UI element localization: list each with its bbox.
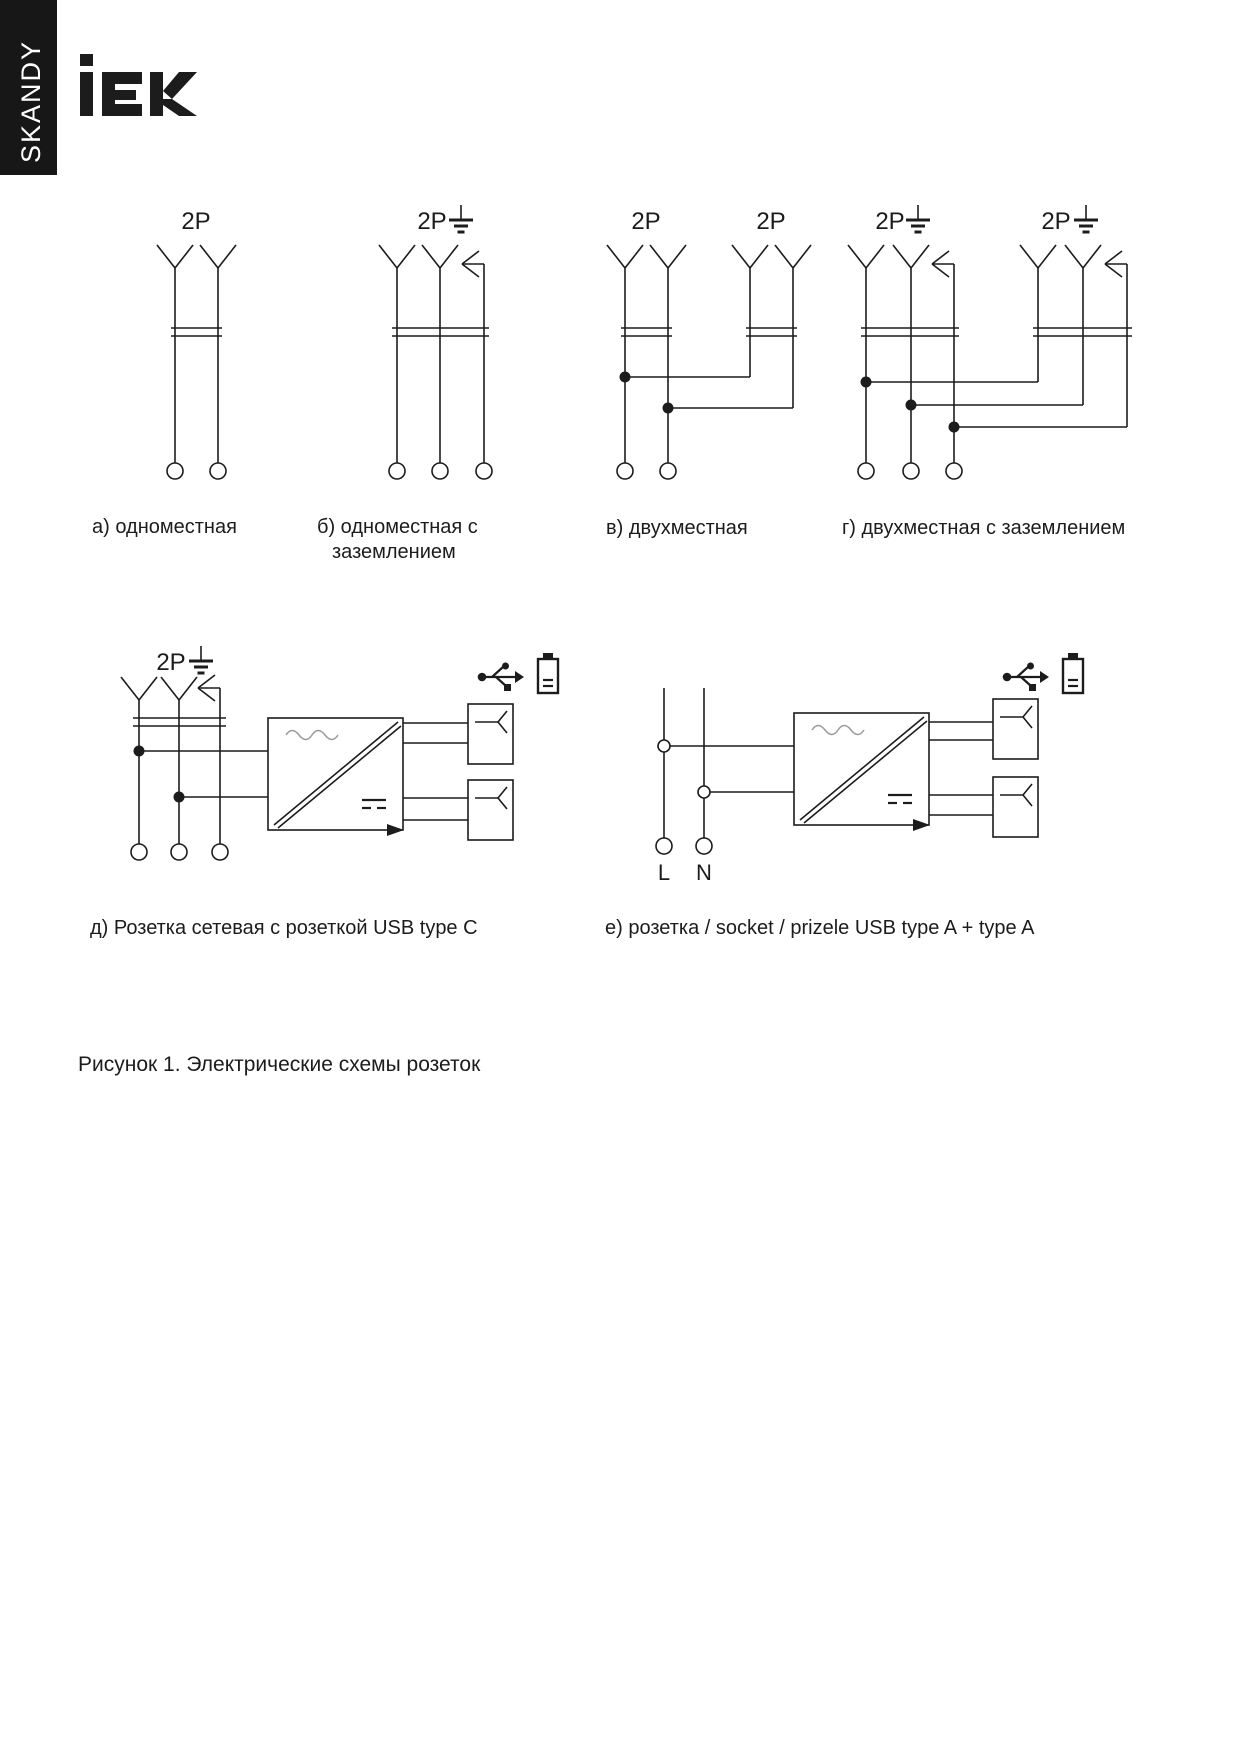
- label-2p: 2P: [756, 208, 786, 235]
- label-2p: 2P: [631, 208, 661, 235]
- terminal-circle: [696, 838, 712, 854]
- ac-dc-converter-box: [268, 718, 404, 836]
- earth-symbol-icon: [189, 646, 213, 673]
- caption-e: е) розетка / socket / prizele USB type A + type A: [605, 917, 1035, 939]
- socket-contact-fork-icon: [161, 677, 197, 700]
- terminal-circle: [903, 463, 919, 479]
- battery-icon: [538, 653, 558, 693]
- terminal-circle: [167, 463, 183, 479]
- usb-output-port-box: [993, 699, 1038, 759]
- ac-dc-converter-box: [794, 713, 930, 831]
- socket-contact-fork-icon: [775, 245, 811, 268]
- socket-contact-fork-icon: [1020, 245, 1056, 268]
- usb-icon: [478, 663, 524, 692]
- junction-dot: [663, 403, 674, 414]
- output-wires: [929, 722, 993, 815]
- earth-symbol-icon: [906, 205, 930, 232]
- caption-b-line2: заземлением: [332, 541, 456, 563]
- junction-dot: [174, 792, 185, 803]
- usb-output-port-box: [993, 777, 1038, 837]
- supply-wires: [664, 688, 794, 838]
- terminal-circle: [858, 463, 874, 479]
- series-banner: [0, 0, 57, 175]
- tap-node-circle: [698, 786, 710, 798]
- socket-contact-fork-icon: [200, 245, 236, 268]
- caption-b-line1: б) одноместная с: [317, 516, 478, 538]
- junction-dot: [906, 400, 917, 411]
- diagram-a-single-socket: [92, 208, 237, 538]
- terminal-circle: [476, 463, 492, 479]
- terminal-circle: [946, 463, 962, 479]
- socket-contact-fork-icon: [607, 245, 643, 268]
- figure-caption: Рисунок 1. Электрические схемы розеток: [78, 1053, 481, 1076]
- pole-wires: [171, 268, 222, 463]
- junction-dot: [861, 377, 872, 388]
- socket-contact-fork-icon: [650, 245, 686, 268]
- socket-contact-fork-icon: [379, 245, 415, 268]
- ground-pin-arrow-icon: [1105, 251, 1127, 277]
- junction-dot: [134, 746, 145, 757]
- socket-contact-fork-icon: [1065, 245, 1101, 268]
- junction-dot: [620, 372, 631, 383]
- label-line-l: L: [657, 860, 671, 885]
- caption-a: а) одноместная: [92, 516, 237, 538]
- socket-contact-fork-icon: [121, 677, 157, 700]
- usb-output-port-box: [468, 780, 513, 840]
- terminal-circle: [617, 463, 633, 479]
- label-2p: 2P: [156, 649, 186, 676]
- diagram-d-socket-usb-type-c: [90, 646, 558, 939]
- pole-wires: [861, 264, 1132, 463]
- socket-contact-fork-icon: [848, 245, 884, 268]
- pole-wires: [133, 688, 268, 844]
- battery-icon: [1063, 653, 1083, 693]
- socket-contact-fork-icon: [732, 245, 768, 268]
- earth-symbol-icon: [449, 205, 473, 232]
- earth-symbol-icon: [1074, 205, 1098, 232]
- diagram-e-socket-usb-type-a: [605, 653, 1083, 939]
- label-2p: 2P: [1041, 208, 1071, 235]
- iek-logo: [80, 54, 197, 116]
- caption-d: д) Розетка сетевая с розеткой USB type C: [90, 917, 478, 939]
- socket-contact-fork-icon: [422, 245, 458, 268]
- ground-pin-arrow-icon: [462, 251, 484, 277]
- terminal-circle: [171, 844, 187, 860]
- diagram-b-single-socket-earthed: [317, 205, 492, 563]
- usb-output-port-box: [468, 704, 513, 764]
- terminal-circle: [432, 463, 448, 479]
- diagram-v-double-socket: [606, 208, 811, 539]
- terminal-circle: [389, 463, 405, 479]
- series-name-vertical: SKANDY: [16, 39, 46, 163]
- output-wires: [403, 723, 468, 820]
- tap-node-circle: [658, 740, 670, 752]
- terminal-circle: [656, 838, 672, 854]
- diagram-g-double-socket-earthed: [842, 205, 1132, 539]
- caption-v: в) двухместная: [606, 517, 748, 539]
- label-2p: 2P: [417, 208, 447, 235]
- socket-contact-fork-icon: [893, 245, 929, 268]
- usb-icon: [1003, 663, 1049, 692]
- ground-pin-arrow-icon: [198, 675, 220, 701]
- terminal-circle: [210, 463, 226, 479]
- caption-g: г) двухместная с заземлением: [842, 517, 1126, 539]
- terminal-circle: [212, 844, 228, 860]
- ground-pin-arrow-icon: [932, 251, 954, 277]
- terminal-circle: [131, 844, 147, 860]
- pole-wires: [621, 268, 797, 463]
- socket-contact-fork-icon: [157, 245, 193, 268]
- label-2p: 2P: [181, 208, 211, 235]
- junction-dot: [949, 422, 960, 433]
- terminal-circle: [660, 463, 676, 479]
- label-line-n: N: [696, 860, 712, 885]
- label-2p: 2P: [875, 208, 905, 235]
- pole-wires: [392, 264, 489, 463]
